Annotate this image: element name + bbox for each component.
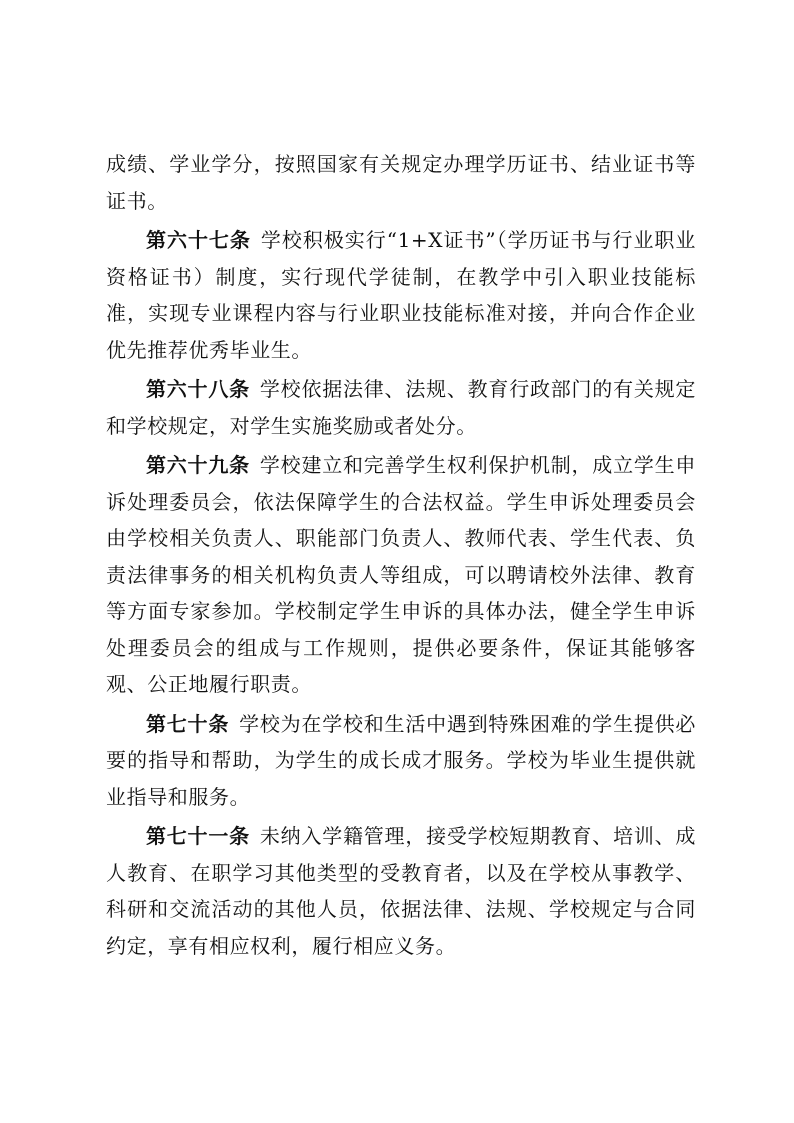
article-text: 学校为在学校和生活中遇到特殊困难的学生提供必要的指导和帮助，为学生的成长成才服务。学校为毕业生提供就业指导和服务。 xyxy=(106,711,696,809)
article-text: 未纳入学籍管理，接受学校短期教育、培训、成人教育、在职学习其他类型的受教育者，以及在学校从事教学、科研和交流活动的其他人员，依据法律、法规、学校规定与合同约定，享有相应权利，履行相应义务。 xyxy=(106,824,697,958)
article-68 xyxy=(106,371,696,444)
article-71 xyxy=(106,818,696,964)
article-heading: 第七十一条 xyxy=(146,824,250,848)
article-heading: 第六十七条 xyxy=(146,228,251,252)
article-heading: 第六十九条 xyxy=(146,453,250,477)
paragraph-continuation xyxy=(106,146,696,219)
article-text: 学校依据法律、法规、教育行政部门的有关规定和学校规定，对学生实施奖励或者处分。 xyxy=(106,377,697,438)
paragraph-text: 成绩、学业学分，按照国家有关规定办理学历证书、结业证书等证书。 xyxy=(106,152,696,213)
document-body xyxy=(106,146,696,964)
article-text: 学校积极实行“1+X证书”（学历证书与行业职业资格证书）制度，实行现代学徒制，在教学中引入职业技能标准，实现专业课程内容与行业职业技能标准对接，并向合作企业优先推荐优秀毕业生。 xyxy=(106,228,696,362)
article-67 xyxy=(106,222,696,368)
article-heading: 第七十条 xyxy=(146,711,230,736)
article-heading: 第六十八条 xyxy=(146,377,250,401)
article-text: 学校建立和完善学生权利保护机制，成立学生申诉处理委员会，依法保障学生的合法权益。学生申诉处理委员会由学校相关负责人、职能部门负责人、教师代表、学生代表、负责法律事务的相关机构负责人等组成，可以聘请校外法律、教育等方面专家参加。学校制定学生申诉的具体办法，健全学生申诉处理委员会的组成与工作规则，提供必要条件，保证其能够客观、公正地履行职责。 xyxy=(106,453,697,696)
article-69 xyxy=(106,447,696,703)
article-70 xyxy=(106,706,696,816)
